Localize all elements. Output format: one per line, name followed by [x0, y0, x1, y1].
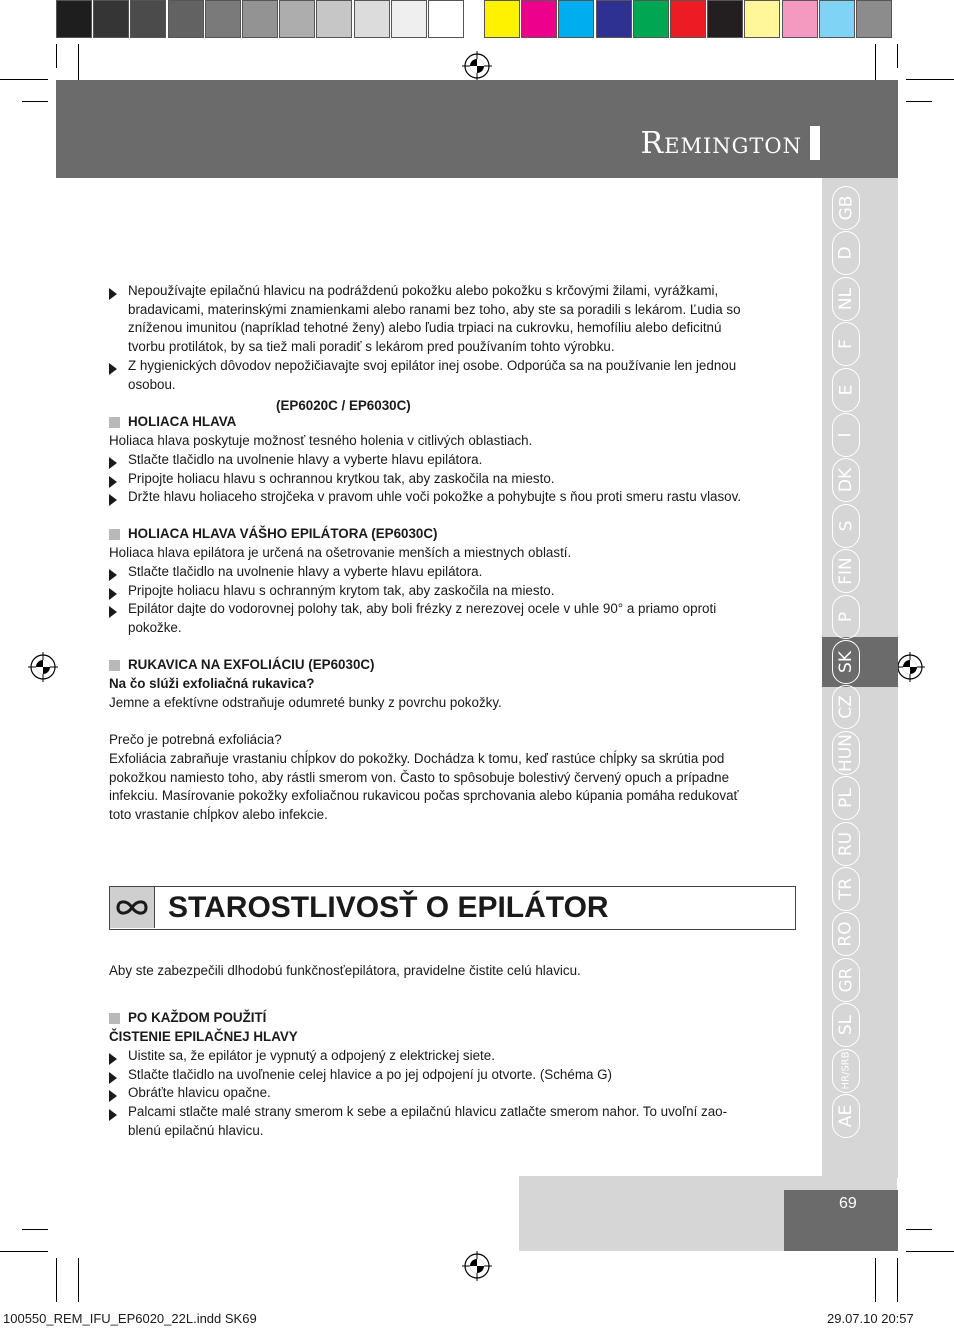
- footer-file-info: 100550_REM_IFU_EP6020_22L.indd SK69: [3, 1311, 257, 1326]
- list-item: Pripojte holiacu hlavu s ochranným krytom tak, aby zaskočila na miesto.: [128, 583, 555, 598]
- grey-swatch: [56, 0, 92, 38]
- language-tab-tr[interactable]: [832, 867, 860, 911]
- text-line: blenú epilačnú hlavicu.: [128, 1122, 264, 1138]
- text-line: infekciu. Masírovanie pokožky exfoliačnou rukavicou počas sprchovania alebo kúpania pomáha redukovať: [109, 788, 739, 804]
- language-tab-label: D: [836, 246, 856, 260]
- registration-mark-icon: [462, 51, 492, 81]
- language-tab-label: E: [836, 384, 856, 395]
- answer-paragraph: [109, 750, 799, 825]
- text-line: Epilátor dajte do vodorovnej polohy tak, aby boli frézky z nerezovej ocele v uhle 90° a priamo oproti: [128, 601, 717, 616]
- text-line: bradavicami, materinskými znamienkami alebo ranami bez toho, aby ste sa poradili s lekárom. Ľudia so: [128, 301, 741, 317]
- heading-square-icon: [109, 529, 120, 540]
- grey-swatch: [354, 0, 390, 38]
- section-heading: HOLIACA HLAVA: [128, 414, 237, 429]
- text-line: Palcami stlačte malé strany smerom k sebe a epilačnú hlavicu zatlačte smerom nahor. To uvoľní zao-: [128, 1104, 728, 1119]
- sub-heading: ČISTENIE EPILAČNEJ HLAVY: [109, 1029, 298, 1044]
- bullet-arrow-icon: [109, 566, 117, 578]
- question-heading: Na čo slúži exfoliačná rukavica?: [109, 676, 315, 691]
- section-heading: RUKAVICA NA EXFOLIÁCIU (EP6030C): [128, 657, 375, 672]
- language-tab-label: SK: [835, 651, 856, 673]
- language-tab-label: NL: [835, 287, 856, 310]
- language-tab-sl[interactable]: [832, 1003, 860, 1047]
- model-label: (EP6020C / EP6030C): [276, 398, 411, 413]
- language-tab-label: RO: [835, 921, 856, 947]
- language-tab-cz[interactable]: [832, 685, 860, 729]
- grey-swatch: [168, 0, 204, 38]
- question-text: Prečo je potrebná exfoliácia?: [109, 732, 282, 747]
- list-item: Obráťte hlavicu opačne.: [128, 1085, 271, 1100]
- registration-mark-icon: [895, 652, 925, 682]
- grey-swatch: [428, 0, 464, 38]
- language-tab-pl[interactable]: [832, 776, 860, 820]
- list-item: Pripojte holiacu hlavu s ochrannou krytkou tak, aby zaskočila na miesto.: [128, 471, 555, 486]
- bullet-arrow-icon: [109, 1106, 117, 1118]
- language-tab-label: P: [835, 611, 856, 622]
- section-heading: PO KAŽDOM POUŽITÍ: [128, 1010, 267, 1025]
- text-line: toto vrastanie chĺpkov alebo infekcie.: [109, 807, 328, 823]
- language-tab-f[interactable]: [832, 322, 860, 366]
- language-tab-gb[interactable]: [832, 186, 860, 230]
- language-tab-d[interactable]: [832, 231, 860, 275]
- color-swatch: [782, 0, 818, 38]
- page-header: [56, 80, 898, 178]
- bullet-arrow-icon: [109, 1050, 117, 1062]
- language-tab-gr[interactable]: [832, 958, 860, 1002]
- language-tab-label: HR/SRB: [840, 1051, 852, 1090]
- language-tab-label: HUN: [836, 733, 857, 772]
- registration-mark-icon: [462, 1251, 492, 1281]
- color-swatch: [707, 0, 743, 38]
- section-heading: HOLIACA HLAVA VÁŠHO EPILÁTORA (EP6030C): [128, 526, 438, 541]
- language-tab-label: I: [835, 432, 856, 438]
- language-tab-fin[interactable]: [832, 549, 860, 593]
- color-swatch: [596, 0, 632, 38]
- list-item: [128, 1103, 798, 1140]
- list-item: Stlačte tlačidlo na uvolnenie hlavy a vyberte hlavu epilátora.: [128, 564, 483, 579]
- color-swatch: [521, 0, 557, 38]
- heading-square-icon: [109, 660, 120, 671]
- language-tab-ae[interactable]: [832, 1094, 860, 1138]
- language-tab-nl[interactable]: [832, 277, 860, 321]
- language-tab-i[interactable]: [832, 413, 860, 457]
- language-tab-e[interactable]: [832, 368, 860, 412]
- language-tab-label: GR: [836, 967, 856, 993]
- grey-swatch: [93, 0, 129, 38]
- bullet-arrow-icon: [109, 585, 117, 597]
- registration-mark-icon: [28, 652, 58, 682]
- text-line: Z hygienických dôvodov nepožičiavajte svoj epilátor inej osobe. Odporúča sa na používanie len jednou: [128, 358, 737, 373]
- brand-logo: Remington: [640, 126, 802, 161]
- bullet-arrow-icon: [109, 491, 117, 503]
- language-tab-label: AE: [836, 1104, 856, 1128]
- answer-text: Jemne a efektívne odstraňuje odumreté bunky z povrchu pokožky.: [109, 695, 502, 710]
- language-tab-label: RU: [835, 831, 856, 856]
- list-item: Stlačte tlačidlo na uvolnenie hlavy a vyberte hlavu epilátora.: [128, 452, 483, 467]
- language-tab-s[interactable]: [832, 504, 860, 548]
- list-item: [128, 600, 798, 637]
- language-tab-label: SL: [835, 1015, 856, 1036]
- section-intro: Holiaca hlava poskytuje možnosť tesného holenia v citlivých oblastiach.: [109, 433, 533, 448]
- language-tab-ru[interactable]: [832, 822, 860, 866]
- language-tab-ro[interactable]: [832, 912, 860, 956]
- bullet-arrow-icon: [109, 454, 117, 466]
- color-swatch: [670, 0, 706, 38]
- language-tab-label: F: [836, 339, 856, 350]
- bullet-arrow-icon: [109, 285, 117, 297]
- bullet-arrow-icon: [109, 603, 117, 615]
- language-tab-label: CZ: [836, 695, 856, 720]
- section-title-box: [109, 886, 796, 930]
- language-tab-p[interactable]: [832, 595, 860, 639]
- color-swatch: [819, 0, 855, 38]
- color-swatch: [484, 0, 520, 38]
- language-tab-label: DK: [836, 468, 856, 493]
- language-tab-label: GB: [836, 195, 856, 221]
- page-number-box: [784, 1190, 898, 1251]
- language-tab-hr-srb[interactable]: [832, 1049, 860, 1093]
- language-tab-label: TR: [835, 877, 856, 901]
- section-title: STAROSTLIVOSŤ O EPILÁTOR: [168, 891, 609, 924]
- color-swatch: [856, 0, 892, 38]
- text-line: tvorbu protilátok, by sa tiež mali poradiť s lekárom pred používaním tohto výrobku.: [128, 339, 615, 355]
- language-tab-label: FIN: [836, 557, 857, 585]
- grey-swatch: [316, 0, 352, 38]
- color-calibration-bar: [56, 0, 898, 38]
- infinity-icon: [110, 887, 155, 928]
- text-line: zníženou imunitou (napríklad tehotné ženy) alebo ľudia trpiaci na cukrovku, hemofíliu alebo deficitnú: [128, 320, 722, 336]
- language-tab-label: S: [835, 520, 856, 532]
- color-swatch: [558, 0, 594, 38]
- grey-swatch: [130, 0, 166, 38]
- bullet-arrow-icon: [109, 473, 117, 485]
- bullet-arrow-icon: [109, 360, 117, 372]
- bullet-arrow-icon: [109, 1069, 117, 1081]
- grey-swatch: [205, 0, 241, 38]
- section-intro: Holiaca hlava epilátora je určená na ošetrovanie menších a miestnych oblastí.: [109, 545, 572, 560]
- language-tab-dk[interactable]: [832, 458, 860, 502]
- list-item: Stlačte tlačidlo na uvoľnenie celej hlavice a po jej odpojení ju otvorte. (Schéma G): [128, 1067, 613, 1082]
- bullet-arrow-icon: [109, 1087, 117, 1099]
- grey-swatch: [391, 0, 427, 38]
- language-tab-sk[interactable]: [832, 640, 860, 684]
- text-line: pokožkou namiesto toho, aby rástli smerom von. Často to spôsobuje bolestivý červený opuch a prípadne: [109, 769, 730, 785]
- page-number: 69: [839, 1195, 857, 1212]
- language-tab-label: PL: [835, 788, 856, 809]
- text-line: Nepoužívajte epilačnú hlavicu na podráždenú pokožku alebo pokožku s krčovými žilami, vyrážkami,: [128, 283, 719, 298]
- list-item: Uistite sa, že epilátor je vypnutý a odpojený z elektrickej siete.: [128, 1048, 495, 1063]
- heading-square-icon: [109, 417, 120, 428]
- footer-date: 29.07.10 20:57: [827, 1311, 914, 1326]
- grey-swatch: [279, 0, 315, 38]
- care-intro: Aby ste zabezpečili dlhodobú funkčnosťepilátora, pravidelne čistite celú hlavicu.: [109, 963, 581, 978]
- list-item: Držte hlavu holiaceho strojčeka v pravom uhle voči pokožke a pohybujte s ňou proti smeru rastu vlasov.: [128, 489, 742, 504]
- color-swatch: [744, 0, 780, 38]
- brand-bar-icon: [810, 126, 820, 160]
- text-line: osobou.: [128, 376, 176, 392]
- text-line: pokožke.: [128, 619, 182, 635]
- grey-swatch: [242, 0, 278, 38]
- heading-square-icon: [109, 1013, 120, 1024]
- color-swatch: [633, 0, 669, 38]
- language-tab-hun[interactable]: [832, 731, 860, 775]
- text-line: Exfoliácia zabraňuje vrastaniu chĺpkov do pokožky. Dochádza k tomu, keď rastúce chĺpky sa skrútia pod: [109, 751, 725, 766]
